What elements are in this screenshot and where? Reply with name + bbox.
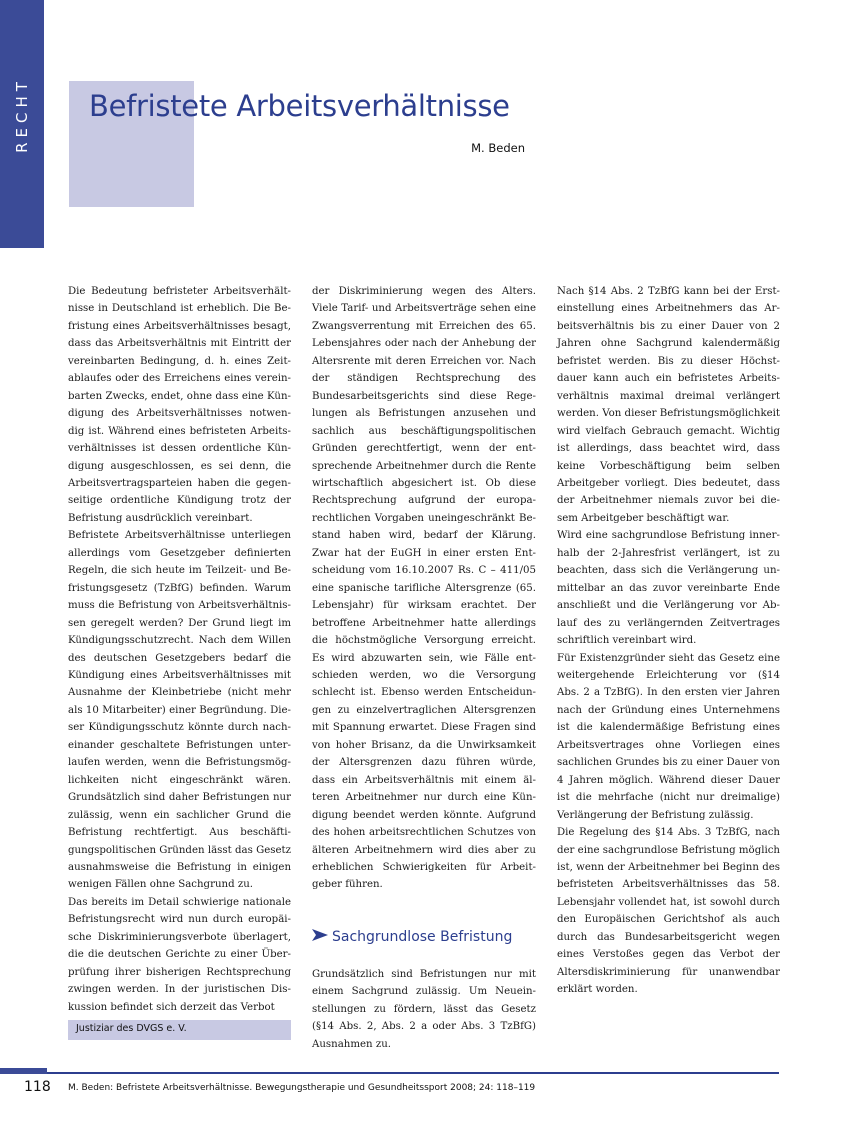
text-column-3	[557, 283, 780, 999]
article-title: Befristete Arbeitsverhältnisse	[89, 89, 510, 123]
footer-accent	[0, 1068, 47, 1074]
citation-line: M. Beden: Befristete Arbeitsverhältnisse. Bewegungstherapie und Gesundheitssport 2008; 24: 118–119	[68, 1083, 536, 1093]
section-sidebar	[0, 0, 44, 248]
paragraph: Das bereits im Detail schwierige nationale Befristungsrecht wird nun durch europäische Diskriminierungsverbote überlagert, die die deutschen Gerichte zu einer Überprüfung ihrer bisherigen Rechtsprechung zwingen werden. In der juristischen Diskussion befindet sich derzeit das Verbot	[68, 896, 291, 1013]
section-label: RECHT	[13, 77, 31, 153]
paragraph: der Diskriminierung wegen des Alters. Viele Tarif- und Arbeitsverträge sehen eine Zwangsverrentung mit Erreichen des 65. Lebensjahres oder nach der Anhebung der Altersrente mit deren Erreichen vor. Nach der ständigen Rechtsprechung des Bundesarbeitsgerichts sind diese Regelungen als Befristungen anzusehen und sachlich aus beschäftigungspolitischen Gründen gerechtfertigt, wenn der entsprechende Arbeitnehmer durch die Rente wirtschaftlich abgesichert ist. Ob diese Rechtsprechung aufgrund der europarechtlichen Vorgaben uneingeschränkt Bestand haben wird, bedarf der Klärung. Zwar hat der EuGH in einer ersten Entscheidung vom 16.10.2007 Rs. C – 411/05 eine spanische tarifliche Altersgrenze (65. Lebensjahr) für wirksam erachtet. Der betroffene Arbeitnehmer hatte allerdings die höchstmögliche Versorgung erreicht. Es wird abzuwarten sein, wie Fälle entschieden werden, wo die Versorgung schlecht ist. Ebenso werden Entscheidungen zu einzelvertraglichen Altersgrenzen mit Spannung erwartet. Diese Fragen sind von hoher Brisanz, da die Unwirksamkeit der Altersgrenzen dazu führen würde, dass ein Arbeitsverhältnis mit einem älteren Arbeitnehmer nur durch eine Kündigung beendet werden könnte. Aufgrund des hohen arbeitsrechtlichen Schutzes von älteren Arbeitnehmern wird dies aber zu erheblichen Schwierigkeiten für Arbeitgeber führen.	[312, 286, 536, 891]
paragraph: Wird eine sachgrundlose Befristung innerhalb der 2-Jahresfrist verlängert, ist zu beachten, dass sich die Verlängerung unmittelbar an das zuvor vereinbarte Ende anschließt und die Verlängerung vor Ablauf des zu verlängernden Zeitvertrages schriftlich vereinbart wird.	[557, 530, 780, 647]
text-column-2	[312, 283, 536, 1053]
paragraph: Die Regelung des §14 Abs. 3 TzBfG, nach der eine sachgrundlose Befristung möglich ist, wenn der Arbeitnehmer bei Beginn des befristeten Arbeitsverhältnisses das 58. Lebensjahr vollendet hat, ist sowohl durch den Europäischen Gerichtshof als auch durch das Bundesarbeitsgericht wegen eines Verstoßes gegen das Verbot der Altersdiskriminierung für unanwendbar erklärt worden.	[557, 827, 780, 996]
article-author: M. Beden	[471, 141, 525, 155]
text-column-1	[68, 283, 291, 1016]
section-heading	[312, 928, 536, 946]
paragraph: Nach §14 Abs. 2 TzBfG kann bei der Ersteinstellung eines Arbeitnehmers das Arbeitsverhältnis bis zu einer Dauer von 2 Jahren ohne Sachgrund kalendermäßig befristet werden. Bis zu dieser Höchstdauer kann auch ein befristetes Arbeitsverhältnis maximal dreimal verlängert werden. Von dieser Befristungsmöglichkeit wird vielfach Gebrauch gemacht. Wichtig ist allerdings, dass beachtet wird, dass keine Vorbeschäftigung beim selben Arbeitgeber vorliegt. Dies bedeutet, dass der Arbeitnehmer niemals zuvor bei diesem Arbeitgeber beschäftigt war.	[557, 286, 780, 524]
paragraph: Die Bedeutung befristeter Arbeitsverhältnisse in Deutschland ist erheblich. Die Befristung eines Arbeitsverhältnisses besagt, dass das Arbeitsverhältnis mit Eintritt der vereinbarten Bedingung, d. h. eines Zeitablaufes oder des Erreichens eines vereinbarten Zwecks, endet, ohne dass eine Kündigung des Arbeitsverhältnisses notwendig ist. Während eines befristeten Arbeitsverhältnisses ist dessen ordentliche Kündigung ausgeschlossen, es sei denn, die Arbeitsvertragsparteien haben die gegenseitige ordentliche Kündigung trotz der Befristung ausdrücklich vereinbart.	[68, 286, 291, 524]
footer-rule	[47, 1072, 779, 1074]
paragraph: Befristete Arbeitsverhältnisse unterliegen allerdings vom Gesetzgeber definierten Regeln, die sich heute im Teilzeit- und Befristungsgesetz (TzBfG) befinden. Warum muss die Befristung von Arbeitsverhältnissen geregelt werden? Der Grund liegt im Kündigungsschutzrecht. Nach dem Willen des deutschen Gesetzgebers bedarf die Kündigung eines Arbeitsverhältnisses mit Ausnahme der Kleinbetriebe (nicht mehr als 10 Mitarbeiter) einer Begründung. Dieser Kündigungsschutz könnte durch nacheinander geschaltete Befristungen unterlaufen werden, wenn die Befristungsmöglichkeiten nicht eingeschränkt wären. Grundsätzlich sind daher Befristungen nur zulässig, wenn ein sachlicher Grund die Befristung rechtfertigt. Aus beschäftigungspolitischen Gründen lässt das Gesetz ausnahmsweise die Befristung in einigen wenigen Fällen ohne Sachgrund zu.	[68, 530, 291, 891]
page-number: 118	[24, 1079, 51, 1095]
arrow-right-icon	[312, 928, 328, 946]
paragraph: Grundsätzlich sind Befristungen nur mit einem Sachgrund zulässig. Um Neueinstellungen zu fördern, lässt das Gesetz (§14 Abs. 2, Abs. 2 a oder Abs. 3 TzBfG) Ausnahmen zu.	[312, 968, 536, 1050]
affiliation-box	[68, 1020, 291, 1040]
paragraph: Für Existenzgründer sieht das Gesetz eine weitergehende Erleichterung vor (§14 Abs. 2 a TzBfG). In den ersten vier Jahren nach der Gründung eines Unternehmens ist die kalendermäßige Befristung eines Arbeitsvertrages ohne Vorliegen eines sachlichen Grundes bis zu einer Dauer von 4 Jahren möglich. Während dieser Dauer ist die mehrfache (nicht nur dreimalige) Verlängerung der Befristung zulässig.	[557, 652, 780, 821]
section-heading-text: Sachgrundlose Befristung	[332, 928, 513, 945]
author-affiliation: Justiziar des DVGS e. V.	[76, 1023, 187, 1034]
